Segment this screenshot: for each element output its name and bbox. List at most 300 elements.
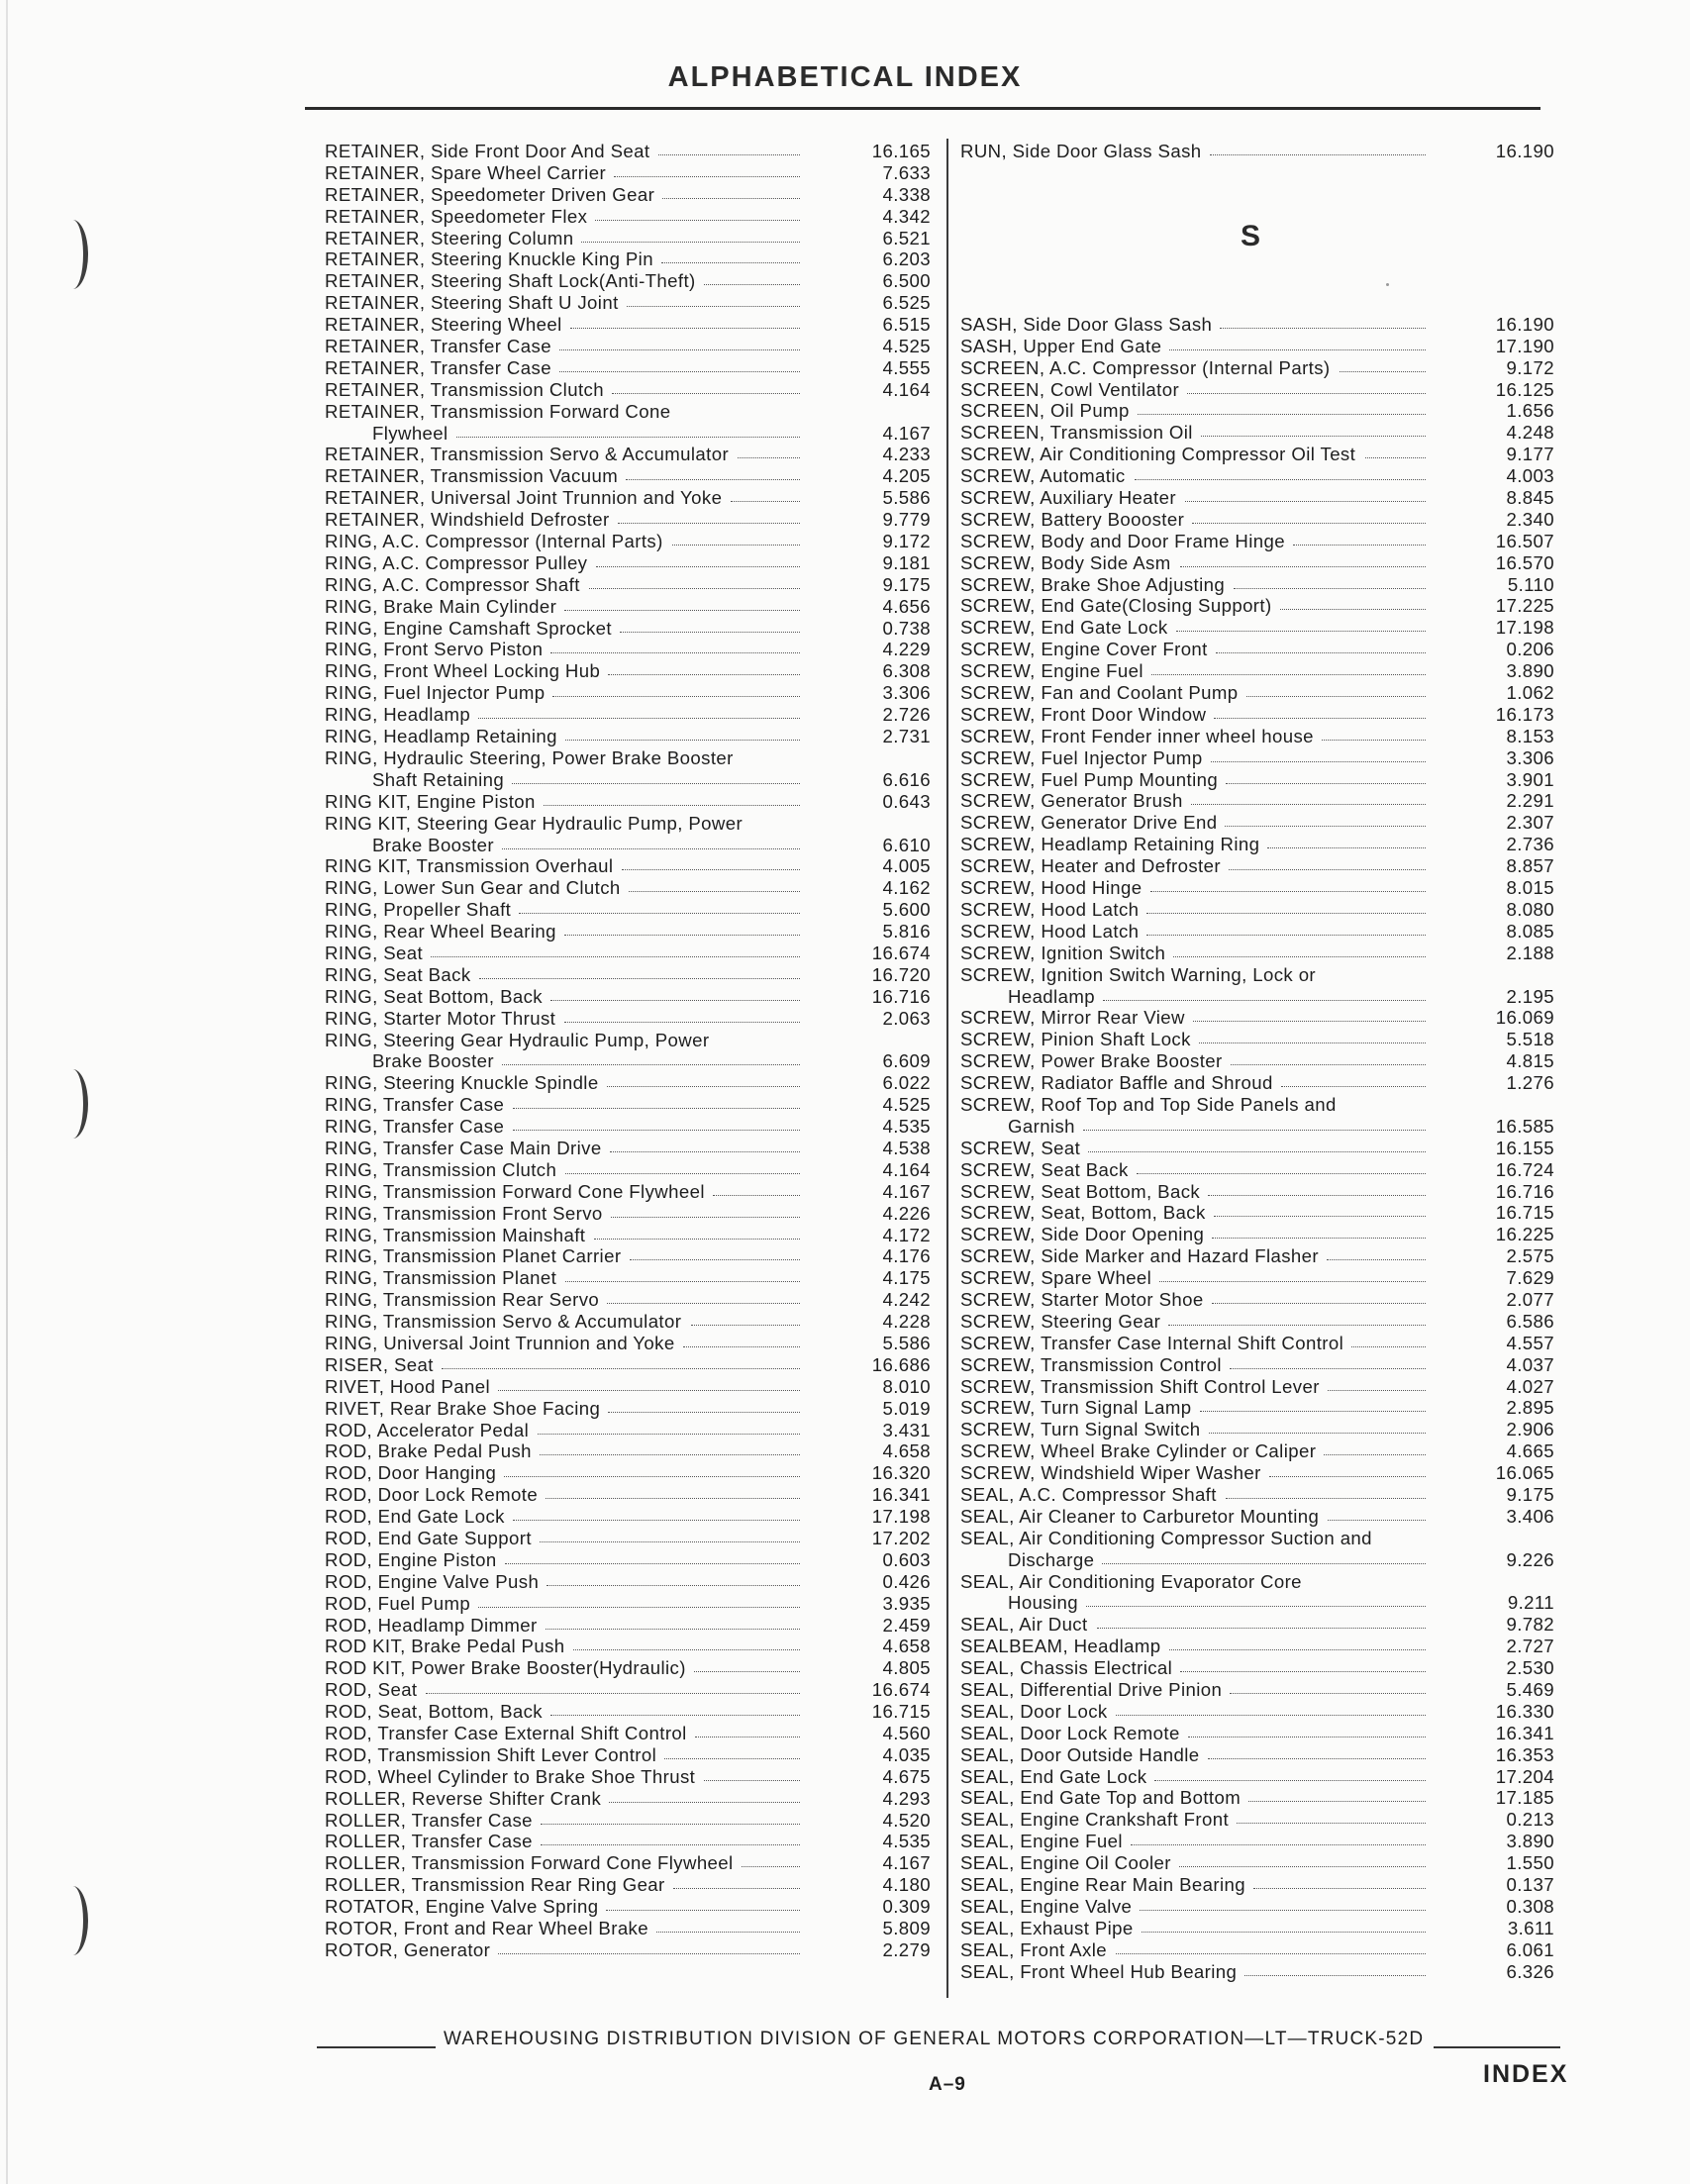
entry-label: RETAINER, Steering Column xyxy=(325,227,574,248)
dot-leader xyxy=(1083,1130,1426,1131)
index-entry xyxy=(325,1181,931,1203)
index-entry xyxy=(325,1810,931,1832)
dot-leader xyxy=(1201,436,1426,437)
dot-leader xyxy=(513,1108,800,1109)
entry-label: RING, Universal Joint Trunnion and Yoke xyxy=(325,1332,675,1353)
index-entry xyxy=(960,682,1554,704)
index-entry xyxy=(325,1896,931,1918)
index-entry xyxy=(325,1030,931,1051)
dot-leader xyxy=(1088,1151,1426,1152)
entry-label: RETAINER, Steering Knuckle King Pin xyxy=(325,248,653,270)
entry-page-ref: 17.190 xyxy=(1495,335,1554,356)
index-entry xyxy=(325,270,931,292)
column-divider xyxy=(946,139,948,1998)
index-entry xyxy=(960,1267,1554,1289)
dot-leader xyxy=(1220,328,1426,329)
index-entry xyxy=(960,1506,1554,1528)
entry-page-ref: 2.307 xyxy=(1506,812,1554,834)
index-entry xyxy=(325,1225,931,1246)
entry-label: SCREW, Battery Boooster xyxy=(960,508,1185,530)
dot-leader xyxy=(608,674,800,675)
entry-label: SCREW, Hood Hinge xyxy=(960,877,1143,899)
dot-leader xyxy=(505,1563,800,1564)
entry-label: SCREW, Transfer Case Internal Shift Control xyxy=(960,1332,1344,1353)
dot-leader xyxy=(570,328,800,329)
entry-page-ref: 4.167 xyxy=(882,422,931,444)
index-entry xyxy=(960,1440,1554,1462)
index-entry xyxy=(325,1788,931,1810)
entry-page-ref: 16.715 xyxy=(871,1701,931,1723)
dot-leader xyxy=(1187,393,1426,394)
dot-leader xyxy=(1176,631,1426,632)
index-list-r-continued xyxy=(960,141,1554,162)
entry-label: ROD, Engine Piston xyxy=(325,1548,497,1570)
dot-leader xyxy=(683,1346,800,1347)
entry-label: SCREW, Power Brake Booster xyxy=(960,1050,1223,1072)
index-entry xyxy=(325,552,931,574)
entry-page-ref: 16.716 xyxy=(1495,1180,1554,1202)
entry-page-ref: 16.065 xyxy=(1495,1462,1554,1484)
entry-page-ref: 16.585 xyxy=(1495,1115,1554,1137)
index-entry xyxy=(325,1462,931,1484)
entry-page-ref: 4.520 xyxy=(882,1809,931,1831)
index-column-left xyxy=(325,141,931,1961)
dot-leader xyxy=(541,1824,800,1825)
dot-leader xyxy=(550,652,800,653)
entry-label: SEAL, Engine Valve xyxy=(960,1895,1133,1917)
section-heading xyxy=(960,162,1554,314)
entry-label: RING, Engine Camshaft Sprocket xyxy=(325,617,612,639)
dot-leader xyxy=(1246,696,1426,697)
entry-label: ROD, Door Hanging xyxy=(325,1462,497,1484)
dot-leader xyxy=(1116,1953,1426,1954)
entry-page-ref: 9.172 xyxy=(1506,356,1554,378)
index-entry xyxy=(325,855,931,877)
entry-label: RING KIT, Transmission Overhaul xyxy=(325,855,614,877)
index-entry xyxy=(960,1138,1554,1159)
index-entry xyxy=(960,1007,1554,1029)
index-entry xyxy=(325,1354,931,1376)
entry-page-ref: 9.181 xyxy=(882,551,931,573)
entry-page-ref: 2.736 xyxy=(1506,834,1554,855)
entry-page-ref: 16.353 xyxy=(1495,1743,1554,1765)
index-entry xyxy=(325,791,931,813)
entry-label: SEAL, Engine Fuel xyxy=(960,1831,1123,1852)
index-entry xyxy=(325,162,931,184)
entry-page-ref: 4.535 xyxy=(882,1831,931,1852)
index-entry xyxy=(325,1744,931,1766)
entry-label: SEALBEAM, Headlamp xyxy=(960,1636,1161,1657)
index-entry xyxy=(960,877,1554,899)
entry-page-ref: 8.153 xyxy=(1506,725,1554,746)
index-entry xyxy=(325,1203,931,1225)
index-entry xyxy=(960,790,1554,812)
entry-label: RING, Headlamp xyxy=(325,704,471,726)
index-entry xyxy=(325,531,931,552)
entry-page-ref: 16.674 xyxy=(871,1679,931,1701)
index-entry xyxy=(325,1484,931,1506)
index-entry xyxy=(325,747,931,769)
dot-leader xyxy=(547,1585,800,1586)
index-entry xyxy=(325,465,931,487)
entry-page-ref: 4.003 xyxy=(1506,465,1554,487)
entry-page-ref: 2.575 xyxy=(1506,1245,1554,1267)
entry-label: SCREW, Side Marker and Hazard Flasher xyxy=(960,1245,1320,1267)
entry-label: SCREW, Roof Top and Top Side Panels and xyxy=(960,1093,1337,1115)
entry-label: RING, Lower Sun Gear and Clutch xyxy=(325,877,621,899)
entry-page-ref: 4.167 xyxy=(882,1852,931,1874)
dot-leader xyxy=(1193,1021,1426,1022)
paper-speck xyxy=(1386,283,1389,286)
dot-leader xyxy=(512,783,800,784)
entry-label: RING, Transmission Forward Cone Flywheel xyxy=(325,1180,705,1202)
entry-page-ref: 4.205 xyxy=(882,465,931,487)
entry-label: SCREW, Front Door Window xyxy=(960,703,1207,725)
entry-label: RETAINER, Transfer Case xyxy=(325,356,551,378)
entry-label: SCREW, Transmission Control xyxy=(960,1353,1222,1375)
entry-page-ref: 4.005 xyxy=(882,855,931,877)
dot-leader xyxy=(1212,1238,1426,1239)
dot-leader xyxy=(550,1000,800,1001)
index-entry xyxy=(325,292,931,314)
entry-page-ref: 6.326 xyxy=(1506,1960,1554,1982)
entry-label: Garnish xyxy=(1008,1115,1075,1137)
dot-leader xyxy=(1237,1823,1426,1824)
dot-leader xyxy=(1140,1910,1426,1911)
index-entry xyxy=(960,1723,1554,1744)
dot-leader xyxy=(1185,501,1426,502)
index-entry xyxy=(960,1896,1554,1918)
entry-page-ref: 1.656 xyxy=(1506,400,1554,422)
entry-label: SCREW, Front Fender inner wheel house xyxy=(960,725,1314,746)
entry-label: SEAL, Door Lock Remote xyxy=(960,1722,1180,1743)
index-entry xyxy=(960,1918,1554,1939)
dot-leader xyxy=(544,805,800,806)
entry-page-ref: 6.616 xyxy=(882,768,931,790)
index-entry xyxy=(325,1440,931,1462)
index-entry xyxy=(960,1528,1554,1549)
dot-leader xyxy=(1231,1064,1426,1065)
entry-page-ref: 16.225 xyxy=(1495,1224,1554,1245)
entry-label: RUN, Side Door Glass Sash xyxy=(960,141,1202,161)
index-entry xyxy=(325,1420,931,1441)
index-entry xyxy=(325,401,931,423)
index-entry xyxy=(325,1939,931,1961)
entry-label: ROD, Seat xyxy=(325,1679,418,1701)
dot-leader xyxy=(1154,1780,1426,1781)
entry-page-ref: 2.726 xyxy=(882,704,931,726)
entry-page-ref: 17.204 xyxy=(1495,1765,1554,1787)
entry-page-ref: 5.110 xyxy=(1507,573,1554,595)
entry-label: SEAL, Door Lock xyxy=(960,1700,1108,1722)
entry-page-ref: 4.226 xyxy=(882,1202,931,1224)
entry-label: RETAINER, Steering Shaft Lock(Anti-Theft) xyxy=(325,270,696,292)
index-list-s xyxy=(960,314,1554,1983)
index-entry xyxy=(960,1224,1554,1245)
index-entry xyxy=(960,1462,1554,1484)
entry-label: SCREW, Hood Latch xyxy=(960,898,1140,920)
footer-text: WAREHOUSING DISTRIBUTION DIVISION OF GENERAL MOTORS CORPORATION—LT—TRUCK-52D xyxy=(444,2029,1425,2049)
page-number: A–9 xyxy=(929,2074,966,2095)
index-entry xyxy=(325,682,931,704)
entry-label: SEAL, Chassis Electrical xyxy=(960,1657,1173,1679)
dot-leader xyxy=(565,1173,800,1174)
entry-label: SEAL, End Gate Lock xyxy=(960,1765,1147,1787)
index-entry xyxy=(960,747,1554,769)
dot-leader xyxy=(1180,1671,1426,1672)
entry-label: SCREW, Wheel Brake Cylinder or Caliper xyxy=(960,1440,1317,1462)
entry-label: SCREW, Pinion Shaft Lock xyxy=(960,1029,1191,1050)
dot-leader xyxy=(456,437,800,438)
index-entry xyxy=(325,899,931,921)
index-entry xyxy=(325,314,931,336)
entry-page-ref: 8.080 xyxy=(1506,898,1554,920)
entry-page-ref: 4.176 xyxy=(882,1245,931,1267)
index-entry xyxy=(960,141,1554,162)
entry-page-ref: 4.162 xyxy=(882,877,931,899)
entry-label: RING, Propeller Shaft xyxy=(325,899,512,921)
entry-page-ref: 4.525 xyxy=(882,1094,931,1116)
dot-leader xyxy=(498,1953,800,1954)
entry-page-ref: 0.426 xyxy=(882,1570,931,1592)
dot-leader xyxy=(1322,740,1426,741)
entry-page-ref: 1.550 xyxy=(1506,1852,1554,1874)
dot-leader xyxy=(731,501,800,502)
index-entry xyxy=(325,1245,931,1267)
entry-label: SCREW, Mirror Rear View xyxy=(960,1007,1185,1029)
index-entry xyxy=(325,141,931,162)
dot-leader xyxy=(1191,804,1426,805)
entry-page-ref: 9.172 xyxy=(882,531,931,552)
entry-label: RETAINER, Steering Wheel xyxy=(325,314,562,336)
entry-label: SCREW, Ignition Switch Warning, Lock or xyxy=(960,963,1317,985)
entry-page-ref: 8.857 xyxy=(1506,855,1554,877)
entry-label: SCREW, Auxiliary Heater xyxy=(960,487,1176,509)
entry-label: SEAL, Engine Crankshaft Front xyxy=(960,1809,1230,1831)
entry-label: RING, A.C. Compressor (Internal Parts) xyxy=(325,531,663,552)
entry-label: SCREW, Turn Signal Lamp xyxy=(960,1397,1192,1419)
entry-label: SCREW, Spare Wheel xyxy=(960,1267,1152,1289)
dot-leader xyxy=(1116,1715,1426,1716)
index-entry xyxy=(960,660,1554,682)
dot-leader xyxy=(713,1195,800,1196)
entry-page-ref: 5.816 xyxy=(882,921,931,943)
entry-label: SEAL, A.C. Compressor Shaft xyxy=(960,1483,1217,1505)
entry-label: RING, Transmission Mainshaft xyxy=(325,1224,586,1245)
dot-leader xyxy=(1208,1758,1427,1759)
dot-leader xyxy=(442,1368,800,1369)
entry-page-ref: 0.738 xyxy=(882,617,931,639)
entry-page-ref: 6.308 xyxy=(882,660,931,682)
entry-page-ref: 2.727 xyxy=(1506,1636,1554,1657)
entry-page-ref: 4.233 xyxy=(882,444,931,465)
entry-label: RING, Transmission Rear Servo xyxy=(325,1289,600,1311)
entry-label: ROTOR, Front and Rear Wheel Brake xyxy=(325,1918,648,1939)
entry-label: RETAINER, Transfer Case xyxy=(325,336,551,357)
dot-leader xyxy=(1208,1195,1426,1196)
dot-leader xyxy=(629,891,800,892)
index-entry xyxy=(960,1094,1554,1116)
dot-leader xyxy=(1365,457,1426,458)
index-entry xyxy=(960,1311,1554,1333)
index-entry xyxy=(960,726,1554,747)
entry-page-ref: 16.341 xyxy=(871,1484,931,1506)
dot-leader xyxy=(479,978,800,979)
entry-label: SEAL, Engine Oil Cooler xyxy=(960,1852,1171,1874)
entry-page-ref: 16.125 xyxy=(1495,378,1554,400)
index-entry xyxy=(960,574,1554,596)
entry-page-ref: 16.165 xyxy=(871,141,931,161)
entry-page-ref: 16.173 xyxy=(1495,703,1554,725)
index-entry xyxy=(960,1333,1554,1354)
entry-label: SEAL, Differential Drive Pinion xyxy=(960,1679,1223,1700)
entry-page-ref: 4.538 xyxy=(882,1137,931,1158)
entry-label: RING, Transmission Planet Carrier xyxy=(325,1245,622,1267)
index-entry xyxy=(325,1528,931,1549)
entry-page-ref: 4.555 xyxy=(882,356,931,378)
entry-label: RING, Front Servo Piston xyxy=(325,639,544,660)
dot-leader xyxy=(1280,609,1426,610)
index-entry xyxy=(960,1202,1554,1224)
dot-leader xyxy=(559,349,800,350)
index-entry xyxy=(960,769,1554,791)
entry-page-ref: 16.674 xyxy=(871,942,931,963)
entry-page-ref: 4.560 xyxy=(882,1723,931,1744)
entry-label: ROLLER, Reverse Shifter Crank xyxy=(325,1787,602,1809)
index-entry xyxy=(325,835,931,856)
entry-page-ref: 4.037 xyxy=(1506,1353,1554,1375)
entry-page-ref: 3.935 xyxy=(882,1592,931,1614)
dot-leader xyxy=(1086,1606,1426,1607)
entry-label: SCREEN, Cowl Ventilator xyxy=(960,378,1180,400)
entry-label: ROTATOR, Engine Valve Spring xyxy=(325,1896,599,1918)
dot-leader xyxy=(611,1217,800,1218)
dot-leader xyxy=(1199,1042,1426,1043)
index-entry xyxy=(325,877,931,899)
entry-page-ref: 5.809 xyxy=(882,1918,931,1939)
index-entry xyxy=(960,357,1554,379)
index-entry xyxy=(960,1636,1554,1657)
entry-page-ref: 7.633 xyxy=(882,161,931,183)
index-entry xyxy=(960,444,1554,465)
index-entry xyxy=(960,986,1554,1008)
entry-label: RING, Brake Main Cylinder xyxy=(325,595,557,617)
entry-label: SCREW, Headlamp Retaining Ring xyxy=(960,834,1260,855)
entry-label: RING, Seat xyxy=(325,942,424,963)
entry-page-ref: 3.431 xyxy=(882,1419,931,1440)
dot-leader xyxy=(612,393,800,394)
index-entry xyxy=(960,1852,1554,1874)
entry-page-ref: 8.015 xyxy=(1506,877,1554,899)
entry-label: RING, Transmission Clutch xyxy=(325,1158,557,1180)
entry-page-ref: 16.330 xyxy=(1495,1700,1554,1722)
dot-leader xyxy=(589,588,800,589)
entry-page-ref: 16.686 xyxy=(871,1353,931,1375)
index-entry xyxy=(325,444,931,465)
index-entry xyxy=(325,1636,931,1657)
dot-leader xyxy=(573,1649,800,1650)
dot-leader xyxy=(504,1476,800,1477)
index-entry xyxy=(960,400,1554,422)
entry-page-ref: 17.198 xyxy=(1495,617,1554,639)
dot-leader xyxy=(1328,1390,1426,1391)
entry-label: SEAL, Exhaust Pipe xyxy=(960,1917,1134,1938)
index-entry xyxy=(325,1571,931,1593)
index-entry xyxy=(325,1593,931,1615)
page-title: ALPHABETICAL INDEX xyxy=(667,61,1023,93)
entry-page-ref: 6.500 xyxy=(882,270,931,292)
dot-leader xyxy=(610,1151,800,1152)
entry-label: SEAL, Engine Rear Main Bearing xyxy=(960,1874,1245,1896)
dot-leader xyxy=(1142,1932,1426,1933)
entry-page-ref: 17.185 xyxy=(1495,1787,1554,1809)
index-entry xyxy=(325,1723,931,1744)
entry-page-ref: 9.226 xyxy=(1506,1548,1554,1570)
index-entry xyxy=(960,1744,1554,1766)
dot-leader xyxy=(1269,1476,1426,1477)
dot-leader xyxy=(1214,1216,1426,1217)
entry-page-ref: 4.665 xyxy=(1506,1440,1554,1462)
entry-page-ref: 4.656 xyxy=(882,595,931,617)
entry-page-ref: 3.890 xyxy=(1506,660,1554,682)
entry-label: SCREW, Seat, Bottom, Back xyxy=(960,1202,1206,1224)
index-entry xyxy=(960,899,1554,921)
dot-leader xyxy=(565,1281,800,1282)
dot-leader xyxy=(1131,1844,1426,1845)
index-entry xyxy=(960,704,1554,726)
index-entry xyxy=(325,921,931,943)
entry-page-ref: 16.320 xyxy=(871,1462,931,1484)
entry-label: SCREW, Generator Drive End xyxy=(960,812,1218,834)
dot-leader xyxy=(1135,479,1426,480)
dot-leader xyxy=(431,956,800,957)
index-entry xyxy=(960,1766,1554,1788)
entry-label: SEAL, Air Cleaner to Carburetor Mounting xyxy=(960,1505,1320,1527)
index-entry xyxy=(960,1245,1554,1267)
dot-leader xyxy=(1211,761,1426,762)
index-entry xyxy=(325,206,931,228)
dot-leader xyxy=(1244,1975,1426,1976)
entry-page-ref: 4.175 xyxy=(882,1267,931,1289)
dot-leader xyxy=(607,1303,800,1304)
dot-leader xyxy=(513,1130,800,1131)
entry-label: SASH, Upper End Gate xyxy=(960,335,1162,356)
dot-leader xyxy=(1281,1086,1426,1087)
index-entry xyxy=(325,986,931,1008)
index-entry xyxy=(960,379,1554,401)
dot-leader xyxy=(540,1454,800,1455)
entry-label: SCREW, Body Side Asm xyxy=(960,551,1171,573)
index-entry xyxy=(960,1072,1554,1094)
entry-label: ROD, Fuel Pump xyxy=(325,1592,471,1614)
entry-page-ref: 4.658 xyxy=(882,1636,931,1657)
dot-leader xyxy=(478,718,800,719)
index-entry xyxy=(960,1961,1554,1983)
entry-page-ref: 4.164 xyxy=(882,1158,931,1180)
entry-page-ref: 4.815 xyxy=(1506,1050,1554,1072)
index-entry xyxy=(325,660,931,682)
dot-leader xyxy=(1159,1281,1426,1282)
index-entry xyxy=(325,813,931,835)
dot-leader xyxy=(1137,1173,1426,1174)
entry-page-ref: 17.198 xyxy=(871,1506,931,1528)
entry-label: ROD, End Gate Lock xyxy=(325,1506,505,1528)
entry-page-ref: 9.175 xyxy=(1506,1483,1554,1505)
dot-leader xyxy=(565,740,800,741)
entry-page-ref: 9.779 xyxy=(882,509,931,531)
dot-leader xyxy=(1351,1346,1426,1347)
entry-label: ROD, Seat, Bottom, Back xyxy=(325,1701,544,1723)
